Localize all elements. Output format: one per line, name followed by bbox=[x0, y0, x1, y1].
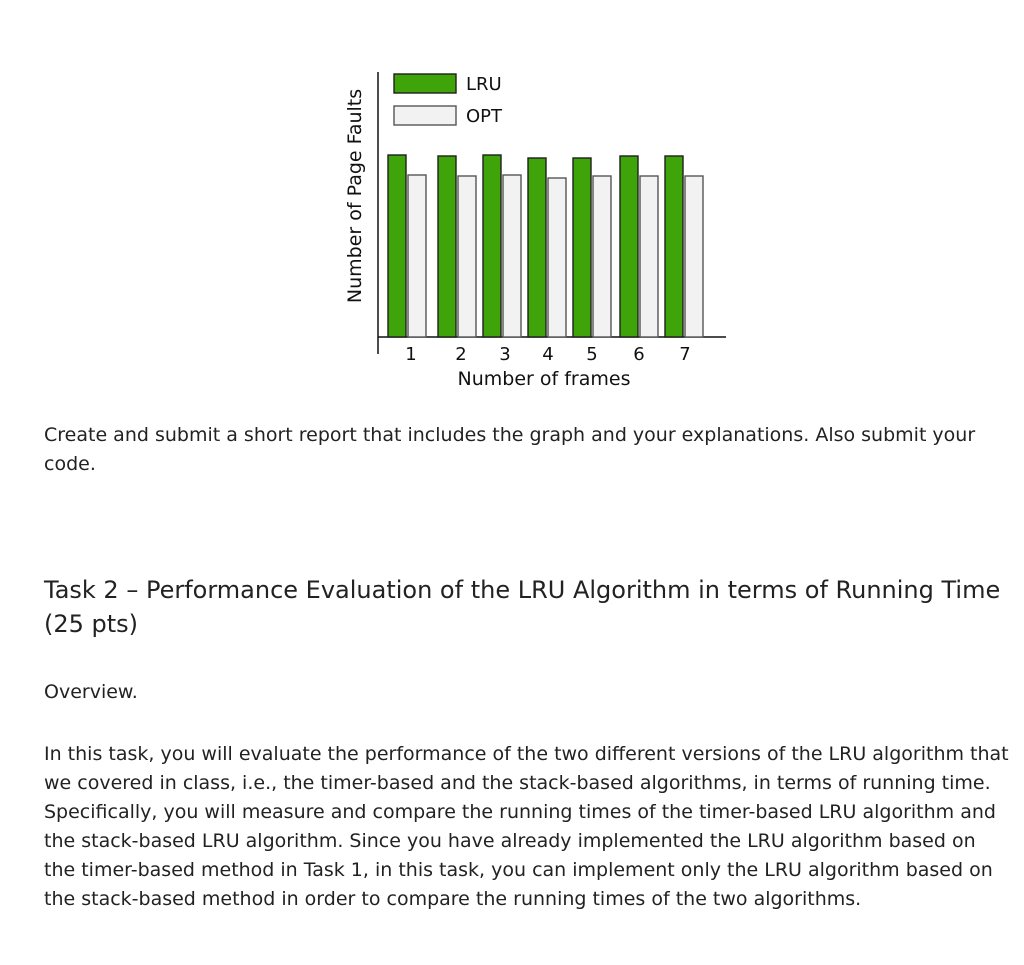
bar-opt-2 bbox=[458, 176, 476, 337]
x-tick-label: 6 bbox=[633, 344, 645, 365]
bar-opt-1 bbox=[408, 175, 426, 337]
x-axis-label: Number of frames bbox=[457, 368, 631, 390]
bar-opt-4 bbox=[548, 178, 566, 337]
bar-lru-5 bbox=[573, 158, 591, 337]
x-tick-label: 4 bbox=[542, 344, 554, 365]
bar-opt-5 bbox=[593, 176, 611, 337]
bar-opt-3 bbox=[503, 175, 521, 337]
bar-lru-7 bbox=[665, 156, 683, 337]
x-tick-label: 5 bbox=[586, 344, 598, 365]
bar-lru-6 bbox=[620, 156, 638, 337]
bar-opt-6 bbox=[640, 176, 658, 337]
x-tick-label: 1 bbox=[405, 344, 417, 365]
bar-lru-2 bbox=[438, 156, 456, 337]
overview-label: Overview. bbox=[44, 681, 138, 703]
task-description: In this task, you will evaluate the performance of the two different versions of the LRU algorithm that we covered in class, i.e., the timer-based and the stack-based algorithms, in terms of running time. Specifically, you will measure and compare the running times of the timer-based LRU algorithm and the stack-based LRU algorithm. Since you have already implemented the LRU algorithm based on the timer-based method in Task 1, in this task, you can implement only the LRU algorithm based on the stack-based method in order to compare the running times of the two algorithms. bbox=[44, 743, 1009, 910]
bar-lru-1 bbox=[388, 155, 406, 337]
x-tick-label: 7 bbox=[679, 344, 691, 365]
legend-swatch-opt bbox=[394, 106, 456, 125]
bar-chart bbox=[0, 0, 1024, 400]
report-instructions: Create and submit a short report that includes the graph and your explanations. Also submit your code. bbox=[44, 424, 976, 475]
bar-lru-3 bbox=[483, 155, 501, 337]
bar-lru-4 bbox=[528, 158, 546, 337]
x-tick-label: 2 bbox=[455, 344, 467, 365]
task-heading: Task 2 – Performance Evaluation of the LRU Algorithm in terms of Running Time (25 pts) bbox=[44, 576, 1001, 638]
bar-opt-7 bbox=[685, 176, 703, 337]
legend-label-lru: LRU bbox=[466, 74, 502, 95]
page-fault-chart bbox=[0, 0, 1024, 400]
y-axis-label: Number of Page Faults bbox=[344, 88, 366, 304]
x-tick-label: 3 bbox=[499, 344, 511, 365]
legend-swatch-lru bbox=[394, 74, 456, 93]
legend-label-opt: OPT bbox=[466, 106, 503, 127]
